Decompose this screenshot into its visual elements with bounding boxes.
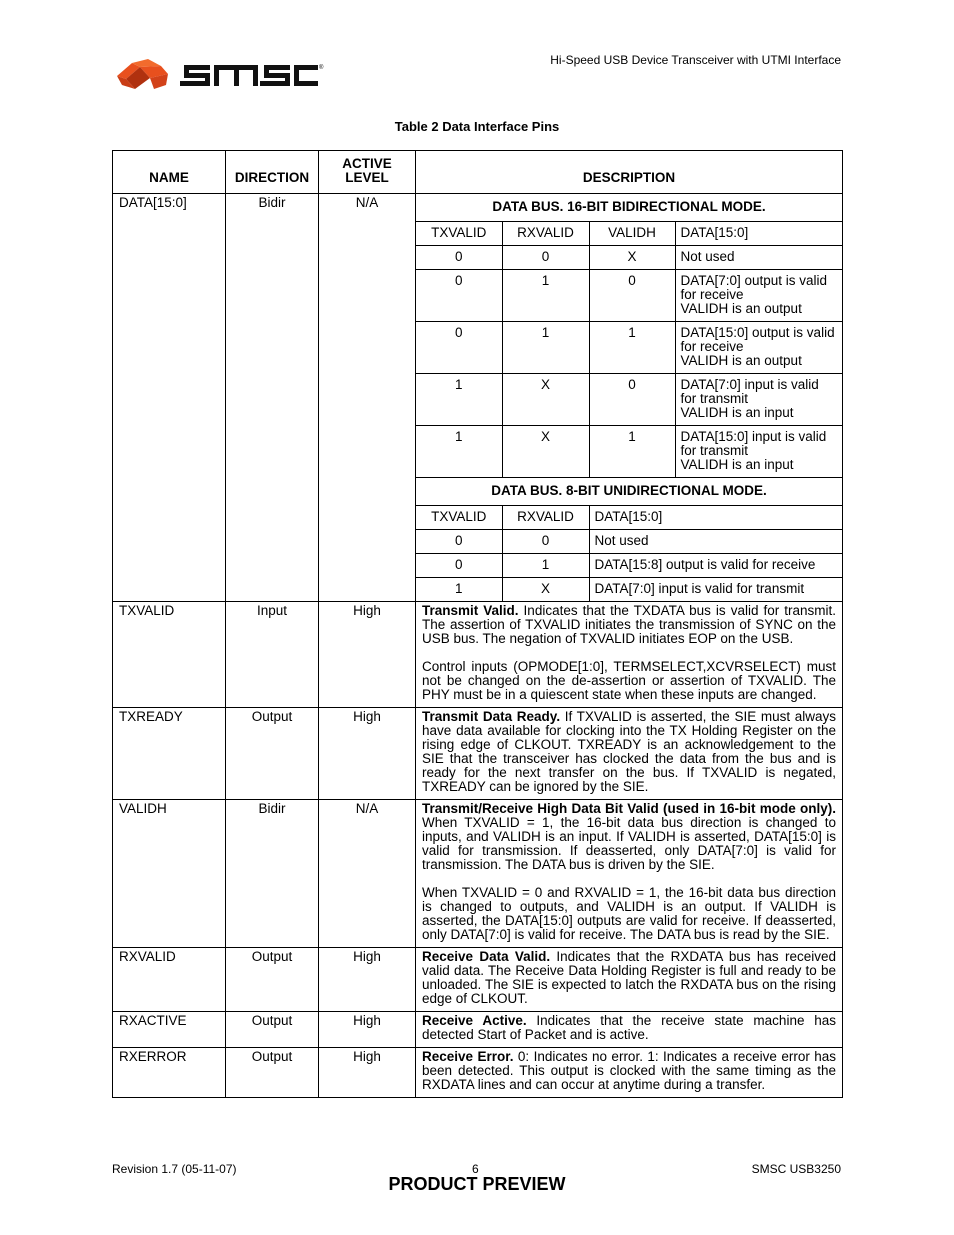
mode16-col-header: DATA[15:0] — [675, 222, 842, 246]
mode16-row — [416, 246, 842, 270]
description-header: DESCRIPTION — [416, 151, 843, 194]
table-caption: Table 2 Data Interface Pins — [394, 119, 560, 134]
mode16-cell: 1 — [502, 322, 589, 374]
table-row-rxerror — [113, 1048, 843, 1098]
mode16-cell: 0 — [416, 270, 502, 322]
pin-direction: Output — [226, 1048, 319, 1098]
mode16-cell: 1 — [416, 374, 502, 426]
mode16-col-header: VALIDH — [589, 222, 675, 246]
footer-product: SMSC USB3250 — [751, 1162, 841, 1176]
mode8-cell: 0 — [416, 554, 502, 578]
pin-description-heading: Transmit/Receive High Data Bit Valid (used in 16-bit mode only). — [422, 801, 836, 816]
mode8-cell: DATA[7:0] input is valid for transmit — [589, 578, 842, 602]
mode16-cell: DATA[7:0] input is valid for transmit VALIDH is an input — [675, 374, 842, 426]
pin-description-text: Indicates that the TXDATA bus is valid for transmit. The assertion of TXVALID initiates the transmission of SYNC on the USB bus. The negation of TXVALID initiates EOP on the USB. — [422, 603, 836, 646]
pin-direction: Bidir — [226, 194, 319, 602]
document-title: Hi-Speed USB Device Transceiver with UTMI Interface — [550, 53, 841, 67]
pin-description-text: Indicates that the receive state machine has detected Start of Packet and is active. — [422, 1013, 837, 1042]
mode16-row — [416, 426, 842, 478]
pin-description — [416, 800, 843, 948]
pin-description-heading: Receive Active. — [422, 1013, 527, 1028]
mode8-cell: 1 — [502, 554, 589, 578]
mode16-row — [416, 322, 842, 374]
pin-active-level: High — [319, 1012, 416, 1048]
pin-description-heading: Receive Error. — [422, 1049, 514, 1064]
pin-description — [416, 1012, 843, 1048]
pin-active-level: High — [319, 1048, 416, 1098]
pin-active-level: N/A — [319, 194, 416, 602]
mode16-cell: 0 — [416, 322, 502, 374]
pin-description — [416, 708, 843, 800]
mode16-cell: 0 — [502, 246, 589, 270]
mode16-cell: DATA[15:0] input is valid for transmit VALIDH is an input — [675, 426, 842, 478]
pin-active-level: High — [319, 602, 416, 708]
pin-active-level: N/A — [319, 800, 416, 948]
mode16-cell: 1 — [416, 426, 502, 478]
pin-direction: Input — [226, 602, 319, 708]
mode8-col-header: RXVALID — [502, 506, 589, 530]
pin-description-heading: Transmit Data Ready. — [422, 709, 561, 724]
table-row-validh — [113, 800, 843, 948]
direction-header: DIRECTION — [226, 151, 319, 194]
pin-description-text: 0: Indicates no error. 1: Indicates a receive error has been detected. This output is clocked with the same timing as the RXDATA lines and can occur at anytime during a transfer. — [422, 1049, 837, 1092]
pin-description-text: Control inputs (OPMODE[1:0], TERMSELECT,XCVRSELECT) must not be changed on the de-assertion or assertion of TXVALID. The PHY must be in a quiescent state when these inputs are changed. — [422, 659, 836, 702]
table-row-txready — [113, 708, 843, 800]
footer-status: PRODUCT PREVIEW — [388, 1174, 566, 1194]
mode8-row — [416, 554, 842, 578]
pin-description-heading: Transmit Valid. — [422, 603, 519, 618]
mode8-cell: 1 — [416, 578, 502, 602]
active-level-header: ACTIVE LEVEL — [319, 151, 416, 194]
pin-name: TXVALID — [113, 602, 226, 708]
mode16-col-header: RXVALID — [502, 222, 589, 246]
mode8-cell: DATA[15:8] output is valid for receive — [589, 554, 842, 578]
pin-description-text: Indicates that the RXDATA bus has received valid data. The Receive Data Holding Register is full and ready to be unloaded. The SIE is expected to latch the RXDATA bus on the rising edge of CLKOUT. — [422, 949, 836, 1006]
pin-active-level: High — [319, 708, 416, 800]
mode16-cell: DATA[7:0] output is valid for receive VALIDH is an output — [675, 270, 842, 322]
data-bus-mode-table — [416, 194, 842, 601]
mode16-cell: X — [502, 374, 589, 426]
pin-description-heading: Receive Data Valid. — [422, 949, 551, 964]
mode16-row — [416, 270, 842, 322]
mode8-row — [416, 578, 842, 602]
table-row-data — [113, 194, 843, 602]
pin-name: DATA[15:0] — [113, 194, 226, 602]
pin-name: RXVALID — [113, 948, 226, 1012]
pin-direction: Output — [226, 948, 319, 1012]
pin-direction: Output — [226, 1012, 319, 1048]
table-row-rxvalid — [113, 948, 843, 1012]
mode8-col-header: TXVALID — [416, 506, 502, 530]
mode16-cell: 1 — [502, 270, 589, 322]
mode16-cell: 0 — [589, 270, 675, 322]
footer-page-number: 6 — [472, 1162, 479, 1176]
pin-description — [416, 1048, 843, 1098]
pin-description — [416, 602, 843, 708]
mode16-cell: X — [589, 246, 675, 270]
pin-name: VALIDH — [113, 800, 226, 948]
smsc-logo — [114, 56, 324, 94]
mode8-row — [416, 530, 842, 554]
pin-description-text: When TXVALID = 0 and RXVALID = 1, the 16-bit data bus direction is changed to outputs, and VALIDH is an output. If VALIDH is asserted, the DATA[15:0] outputs are valid for receive. If deasserted, only DATA[7:0] is valid for receive. The DATA bus is read by the SIE. — [422, 885, 836, 942]
data-interface-pins-table — [112, 150, 843, 1098]
mode8-header-row — [416, 506, 842, 530]
mode8-title: DATA BUS. 8-BIT UNIDIRECTIONAL MODE. — [416, 478, 842, 506]
pin-name: RXERROR — [113, 1048, 226, 1098]
mode16-header-row — [416, 222, 842, 246]
pin-name: TXREADY — [113, 708, 226, 800]
table-row-rxactive — [113, 1012, 843, 1048]
mode16-cell: Not used — [675, 246, 842, 270]
footer-revision: Revision 1.7 (05-11-07) — [112, 1162, 237, 1176]
mode16-cell: X — [502, 426, 589, 478]
svg-text:®: ® — [319, 65, 324, 71]
mode8-col-header: DATA[15:0] — [589, 506, 842, 530]
pin-direction: Output — [226, 708, 319, 800]
pin-description-text: When TXVALID = 1, the 16-bit data bus direction is changed to inputs, and VALIDH is an input. If VALIDH is asserted, DATA[15:0] is valid for transmission. If deasserted, only DATA[7:0] is valid for transmission. The DATA bus is driven by the SIE. — [422, 815, 836, 872]
mode16-row — [416, 374, 842, 426]
pin-active-level: High — [319, 948, 416, 1012]
name-header: NAME — [113, 151, 226, 194]
table-row-txvalid — [113, 602, 843, 708]
pin-direction: Bidir — [226, 800, 319, 948]
mode16-cell: 1 — [589, 426, 675, 478]
mode8-cell: 0 — [416, 530, 502, 554]
mode16-cell: 0 — [589, 374, 675, 426]
table-header-row — [113, 151, 843, 194]
pin-description-text: If TXVALID is asserted, the SIE must always have data available for clocking into the TX Holding Register on the rising edge of CLKOUT. TXREADY is an acknowledgement to the SIE that the transceiver has clocked the data from the bus and is ready for the next transfer on the bus. If TXVALID is negated, TXREADY can be ignored by the SIE. — [422, 709, 836, 794]
mode16-cell: 1 — [589, 322, 675, 374]
smsc-logo-icon — [114, 56, 324, 94]
pin-description — [416, 194, 843, 602]
mode16-cell: 0 — [416, 246, 502, 270]
mode16-cell: DATA[15:0] output is valid for receive VALIDH is an output — [675, 322, 842, 374]
mode8-cell: X — [502, 578, 589, 602]
pin-name: RXACTIVE — [113, 1012, 226, 1048]
mode8-cell: Not used — [589, 530, 842, 554]
mode16-col-header: TXVALID — [416, 222, 502, 246]
mode8-cell: 0 — [502, 530, 589, 554]
pin-description — [416, 948, 843, 1012]
mode16-title: DATA BUS. 16-BIT BIDIRECTIONAL MODE. — [416, 194, 842, 222]
